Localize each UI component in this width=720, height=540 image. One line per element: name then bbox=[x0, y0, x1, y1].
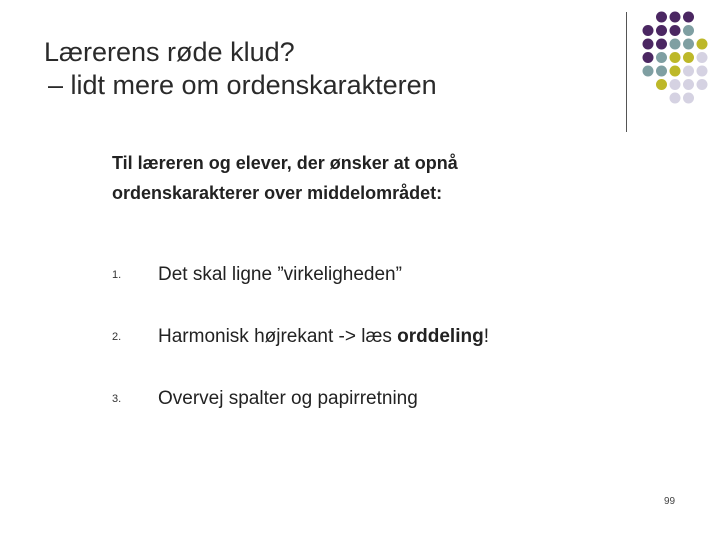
decorative-dot bbox=[697, 52, 708, 63]
decorative-dot bbox=[683, 66, 694, 77]
list-number: 3. bbox=[112, 393, 122, 405]
decorative-dot bbox=[656, 79, 667, 90]
decorative-dot bbox=[670, 52, 681, 63]
decorative-dot bbox=[683, 25, 694, 36]
decorative-dot bbox=[697, 79, 708, 90]
intro-line-2: ordenskarakterer over middelområdet: bbox=[112, 183, 443, 203]
list-number: 2. bbox=[112, 331, 122, 343]
divider-line bbox=[626, 12, 627, 132]
decorative-dot bbox=[683, 52, 694, 63]
intro-text bbox=[112, 148, 458, 208]
title-line-1: Lærerens røde klud? bbox=[44, 37, 295, 67]
page-number: 99 bbox=[664, 496, 676, 507]
decorative-dot bbox=[670, 25, 681, 36]
list-text-bold: orddeling bbox=[397, 326, 484, 347]
list-text: Det skal ligne ”virkeligheden” bbox=[158, 264, 402, 285]
decorative-dot bbox=[670, 39, 681, 50]
list-text bbox=[158, 324, 489, 350]
intro-line-1: Til læreren og elever, der ønsker at opnå bbox=[112, 153, 458, 173]
decorative-dot bbox=[670, 93, 681, 104]
decorative-dot bbox=[670, 79, 681, 90]
decorative-dot bbox=[656, 25, 667, 36]
list-text-post: ! bbox=[483, 326, 489, 347]
decorative-dot bbox=[656, 39, 667, 50]
slide-title bbox=[44, 36, 437, 102]
decorative-dot bbox=[670, 12, 681, 23]
decorative-dot bbox=[656, 66, 667, 77]
decorative-dot bbox=[643, 66, 654, 77]
title-line-2: – lidt mere om ordenskarakteren bbox=[48, 70, 437, 100]
decorative-dot bbox=[670, 66, 681, 77]
decorative-dot bbox=[683, 79, 694, 90]
decorative-dot bbox=[643, 25, 654, 36]
decorative-dot bbox=[683, 39, 694, 50]
decorative-dot bbox=[683, 12, 694, 23]
list-number: 1. bbox=[112, 269, 122, 281]
list-text-pre: Harmonisk højrekant -> læs bbox=[158, 326, 398, 347]
decorative-dot bbox=[656, 12, 667, 23]
list-text: Overvej spalter og papirretning bbox=[158, 388, 418, 409]
decorative-dot bbox=[643, 39, 654, 50]
decorative-dot-grid bbox=[640, 10, 720, 130]
decorative-dot bbox=[697, 39, 708, 50]
decorative-dot bbox=[643, 52, 654, 63]
decorative-dot bbox=[697, 66, 708, 77]
decorative-dot bbox=[683, 93, 694, 104]
decorative-dot bbox=[656, 52, 667, 63]
